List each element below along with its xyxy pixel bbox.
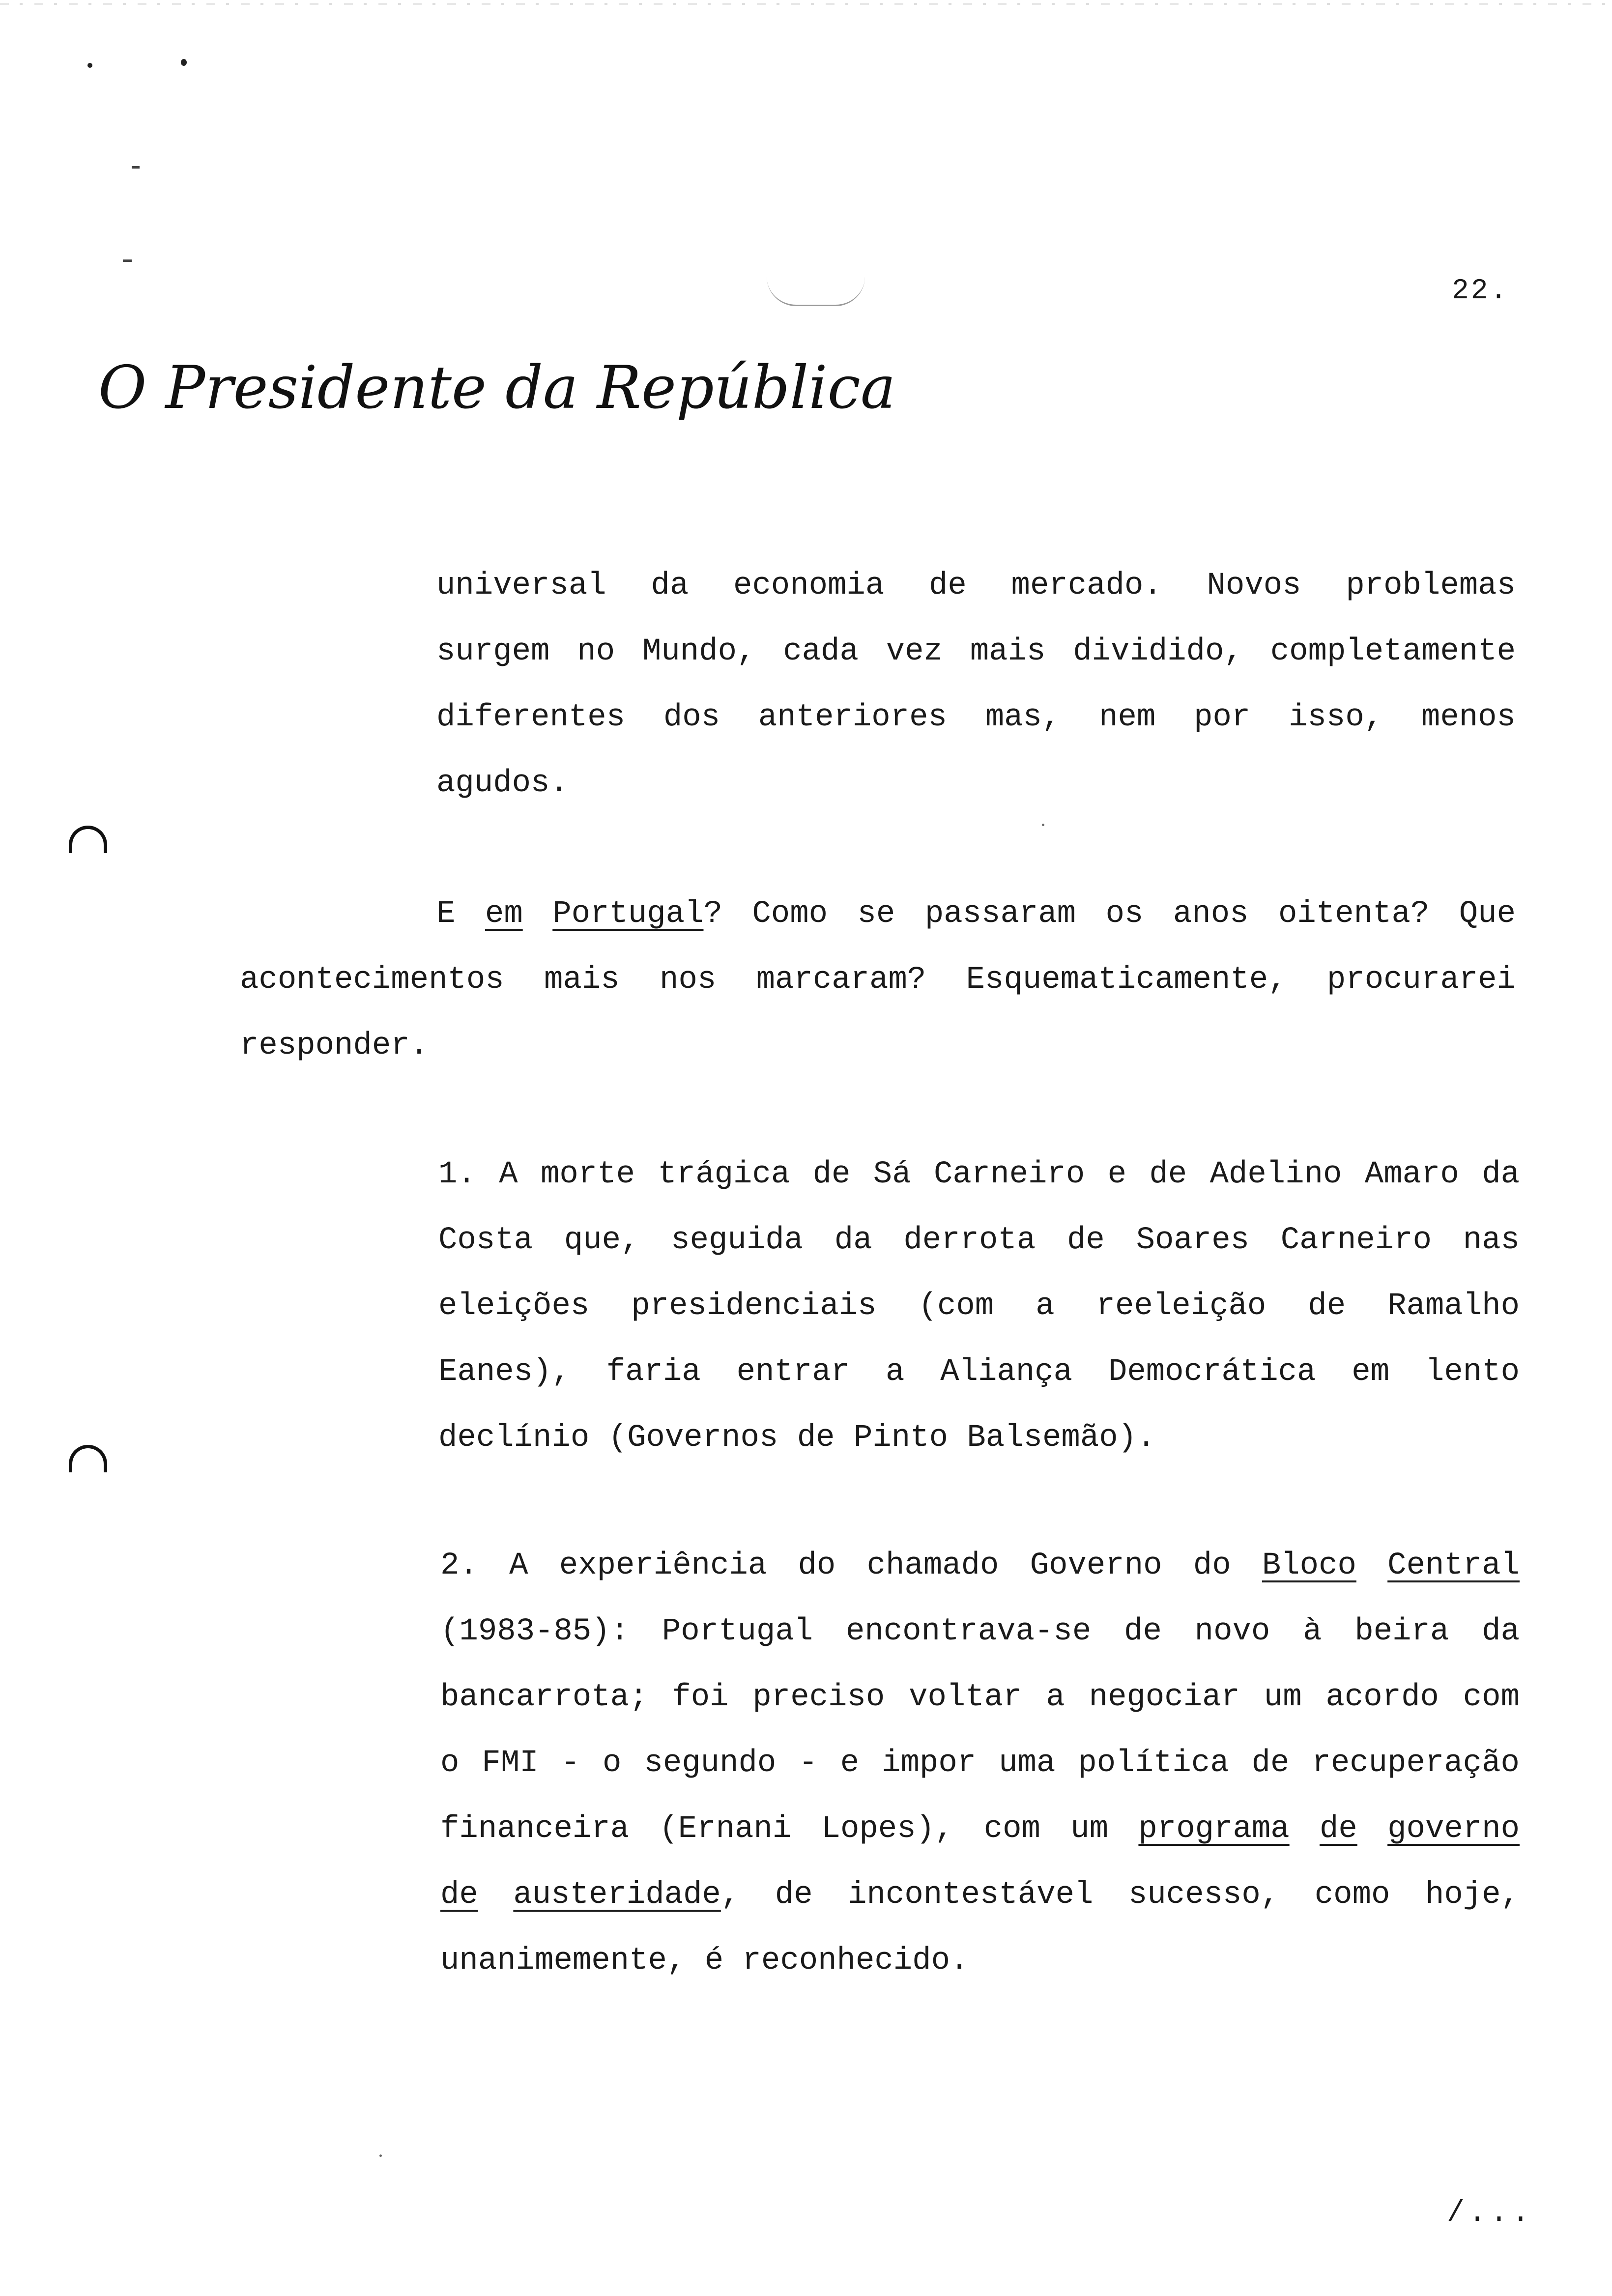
word: Lopes), — [821, 1811, 954, 1847]
text-line — [440, 1809, 1520, 1849]
word: Como — [752, 896, 828, 932]
word: passaram — [924, 896, 1076, 932]
word: Aliança — [940, 1354, 1073, 1390]
text-line — [436, 566, 1516, 605]
word: procurarei — [1326, 962, 1516, 998]
word: austeridade, — [513, 1877, 740, 1913]
word: eleições — [438, 1289, 590, 1324]
text-line: agudos. — [436, 766, 569, 801]
word: política — [1078, 1746, 1229, 1781]
word: de — [1066, 1223, 1105, 1258]
text-line — [440, 1744, 1520, 1783]
word: Soares — [1136, 1223, 1249, 1258]
word: Que — [1459, 896, 1516, 932]
word: em — [485, 896, 523, 932]
text-line — [240, 960, 1516, 1000]
word: anos — [1173, 896, 1249, 932]
word: oitenta? — [1278, 896, 1430, 932]
word: universal — [436, 568, 606, 603]
word: de — [812, 1157, 851, 1192]
word: de — [1149, 1157, 1187, 1192]
word: foi — [672, 1680, 729, 1715]
word: 1. — [438, 1157, 476, 1192]
word: experiência — [559, 1548, 767, 1583]
word: o — [440, 1746, 460, 1781]
word: que, — [564, 1223, 640, 1258]
word: completamente — [1270, 634, 1516, 669]
word: encontrava-se — [845, 1614, 1092, 1649]
word: a — [1036, 1289, 1055, 1324]
word: Costa — [438, 1223, 533, 1258]
word: negociar — [1089, 1680, 1240, 1715]
word: em — [1352, 1354, 1390, 1390]
text-line — [440, 1875, 1520, 1915]
text-line — [438, 1287, 1520, 1326]
word: FMI — [482, 1746, 539, 1781]
continuation-mark: /... — [1447, 2197, 1534, 2230]
letterhead-text: O Presidente da República — [98, 354, 896, 422]
word: uma — [999, 1746, 1056, 1781]
word: reeleição — [1096, 1289, 1267, 1324]
word: Democrática — [1108, 1354, 1316, 1390]
word: mais — [970, 634, 1046, 669]
text-line — [438, 1155, 1520, 1194]
word: Governo — [1030, 1548, 1162, 1583]
word: mercado. — [1011, 568, 1162, 603]
word: no — [577, 634, 615, 669]
text-line — [438, 1352, 1520, 1392]
word: de — [1251, 1746, 1290, 1781]
word: Amaro — [1364, 1157, 1459, 1192]
text-line: declínio (Governos de Pinto Balsemão). — [438, 1420, 1156, 1456]
word: Carneiro — [1280, 1223, 1432, 1258]
word: E — [436, 896, 456, 932]
word: 2. — [440, 1548, 478, 1583]
word: nem — [1099, 700, 1156, 735]
stray-mark — [123, 259, 132, 262]
letterhead-script — [96, 344, 896, 442]
word: menos — [1421, 700, 1516, 735]
word: incontestável — [848, 1877, 1094, 1913]
word: impor — [882, 1746, 977, 1781]
word: e — [840, 1746, 860, 1781]
word: vez — [886, 634, 943, 669]
word: Carneiro — [933, 1157, 1085, 1192]
stray-mark — [1042, 824, 1044, 826]
word: por — [1194, 700, 1251, 735]
word: segundo — [644, 1746, 777, 1781]
word: da — [834, 1223, 872, 1258]
word: de — [440, 1877, 478, 1913]
word: diferentes — [436, 700, 626, 735]
word: Mundo, — [642, 634, 756, 669]
word: de — [1308, 1289, 1346, 1324]
word: com — [983, 1811, 1040, 1847]
word: Ramalho — [1387, 1289, 1520, 1324]
word: Esquematicamente, — [966, 962, 1287, 998]
text-line — [440, 1546, 1520, 1585]
word: e — [1107, 1157, 1126, 1192]
punch-hole-bottom — [69, 1445, 107, 1472]
scan-edge-artifact — [0, 3, 1612, 5]
word: da — [651, 568, 689, 603]
word: de — [1320, 1811, 1357, 1847]
word: do — [1193, 1548, 1231, 1583]
word: (com — [918, 1289, 994, 1324]
word: surgem — [436, 634, 550, 669]
word: recuperação — [1312, 1746, 1520, 1781]
word: o — [603, 1746, 622, 1781]
word: Portugal? — [552, 896, 722, 932]
stray-mark — [132, 166, 140, 169]
word: Eanes), — [438, 1354, 571, 1390]
word: bancarrota; — [440, 1680, 648, 1715]
word: (1983-85): — [440, 1614, 630, 1649]
text-line — [440, 1678, 1520, 1717]
word: Sá — [873, 1157, 911, 1192]
word: à — [1303, 1614, 1322, 1649]
word: a — [1046, 1680, 1065, 1715]
word: morte — [540, 1157, 635, 1192]
word: como — [1314, 1877, 1390, 1913]
word: um — [1070, 1811, 1109, 1847]
word: Central — [1387, 1548, 1520, 1583]
word: A — [509, 1548, 528, 1583]
word: presidenciais — [631, 1289, 877, 1324]
word: Novos — [1207, 568, 1301, 603]
word: Portugal — [662, 1614, 813, 1649]
word: Bloco — [1262, 1548, 1356, 1583]
word: (Ernani — [659, 1811, 792, 1847]
word: se — [857, 896, 895, 932]
word: lento — [1425, 1354, 1520, 1390]
word: mais — [544, 962, 620, 998]
word: seguida — [671, 1223, 804, 1258]
text-line: responder. — [240, 1028, 429, 1063]
word: dos — [663, 700, 720, 735]
word: hoje, — [1425, 1877, 1520, 1913]
word: novo — [1194, 1614, 1270, 1649]
text-line — [438, 1221, 1520, 1260]
word: dividido, — [1073, 634, 1243, 669]
text-line: unanimemente, é reconhecido. — [440, 1943, 969, 1979]
text-line — [436, 632, 1516, 671]
word: da — [1482, 1614, 1520, 1649]
word: problemas — [1346, 568, 1516, 603]
page-number: 22. — [1452, 275, 1509, 307]
stray-mark — [379, 2154, 382, 2157]
word: anteriores — [758, 700, 947, 735]
text-line — [440, 1612, 1520, 1651]
word: - — [799, 1746, 818, 1781]
stray-mark — [87, 63, 92, 68]
punch-hole-top — [69, 826, 107, 853]
word: voltar — [909, 1680, 1022, 1715]
word: financeira — [440, 1811, 630, 1847]
word: mas, — [985, 700, 1061, 735]
word: a — [885, 1354, 905, 1390]
word: chamado — [866, 1548, 999, 1583]
word: entrar — [736, 1354, 850, 1390]
word: - — [561, 1746, 580, 1781]
word: os — [1105, 896, 1144, 932]
word: com — [1463, 1680, 1520, 1715]
word: acontecimentos — [240, 962, 504, 998]
word: de — [928, 568, 967, 603]
word: sucesso, — [1128, 1877, 1280, 1913]
word: de — [1124, 1614, 1162, 1649]
word: governo — [1387, 1811, 1520, 1847]
word: A — [499, 1157, 518, 1192]
faint-seal-trace — [767, 275, 865, 306]
text-line — [436, 894, 1516, 934]
word: economia — [733, 568, 885, 603]
word: nas — [1463, 1223, 1520, 1258]
word: marcaram? — [756, 962, 926, 998]
word: da — [1482, 1157, 1520, 1192]
word: nos — [660, 962, 717, 998]
word: faria — [606, 1354, 701, 1390]
stray-mark — [181, 59, 187, 66]
word: trágica — [658, 1157, 790, 1192]
word: cada — [783, 634, 859, 669]
word: um — [1264, 1680, 1302, 1715]
word: preciso — [752, 1680, 885, 1715]
word: beira — [1354, 1614, 1449, 1649]
text-line — [436, 698, 1516, 737]
word: de — [775, 1877, 813, 1913]
word: programa — [1138, 1811, 1290, 1847]
word: derrota — [903, 1223, 1036, 1258]
word: Adelino — [1209, 1157, 1342, 1192]
word: acordo — [1325, 1680, 1439, 1715]
word: do — [798, 1548, 836, 1583]
word: isso, — [1289, 700, 1383, 735]
